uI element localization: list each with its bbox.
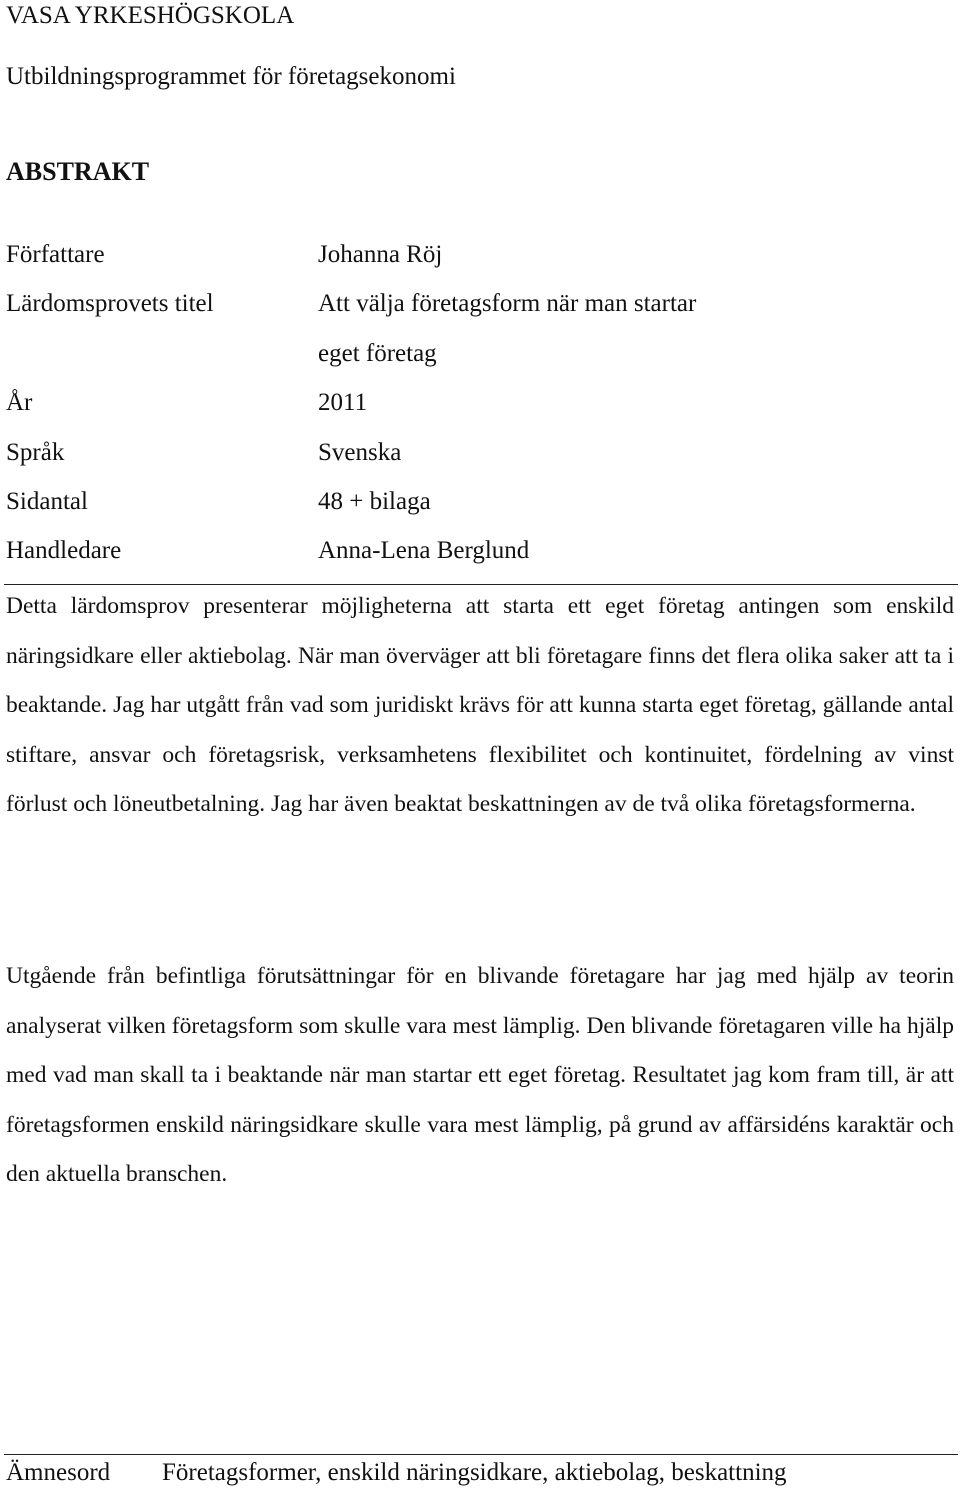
author-label: Författare <box>6 241 105 268</box>
abstract-paragraph-2: Utgående från befintliga förutsättningar för en blivande företagare har jag med hjälp av teorin analyserat vilken företagsform som skulle vara mest lämplig. Den blivande företagaren ville ha hjälp med vad man skall ta i beaktande när man startar ett eget företag. Resultatet jag kom fram till, är att företagsformen enskild näringsidkare skulle vara mest lämplig, på grund av affärsidéns karaktär och den aktuella branschen. <box>6 963 954 1187</box>
thesis-title-value-continued: eget företag <box>318 340 437 367</box>
bottom-divider <box>4 1454 958 1455</box>
year-label: År <box>6 389 33 416</box>
abstract-heading: ABSTRAKT <box>6 157 150 186</box>
supervisor-value: Anna-Lena Berglund <box>318 537 530 564</box>
abstract-paragraph-1: Detta lärdomsprov presenterar möjligheterna att starta ett eget företag antingen som enskild näringsidkare eller aktiebolag. När man överväger att bli företagare finns det flera olika saker att ta i beaktande. Jag har utgått från vad som juridiskt krävs för att kunna starta eget företag, gällande antal stiftare, ansvar och företagsrisk, verksamhetens flexibilitet och kontinuitet, fördelning av vinst förlust och löneutbetalning. Jag har även beaktat beskattningen av de två olika företagsformerna. <box>6 593 954 817</box>
page-count-label: Sidantal <box>6 488 88 515</box>
language-label: Språk <box>6 439 65 466</box>
keywords-value: Företagsformer, enskild näringsidkare, aktiebolag, beskattning <box>162 1459 787 1486</box>
keywords-label: Ämnesord <box>6 1459 111 1486</box>
year-value: 2011 <box>318 389 368 416</box>
author-value: Johanna Röj <box>318 241 443 268</box>
page-count-value: 48 + bilaga <box>318 488 431 515</box>
supervisor-label: Handledare <box>6 537 122 564</box>
school-name: VASA YRKESHÖGSKOLA <box>6 2 295 29</box>
thesis-title-value: Att välja företagsform när man startar <box>318 290 697 317</box>
thesis-title-label: Lärdomsprovets titel <box>6 290 214 317</box>
language-value: Svenska <box>318 439 402 466</box>
program-name: Utbildningsprogrammet för företagsekonomi <box>6 63 456 90</box>
